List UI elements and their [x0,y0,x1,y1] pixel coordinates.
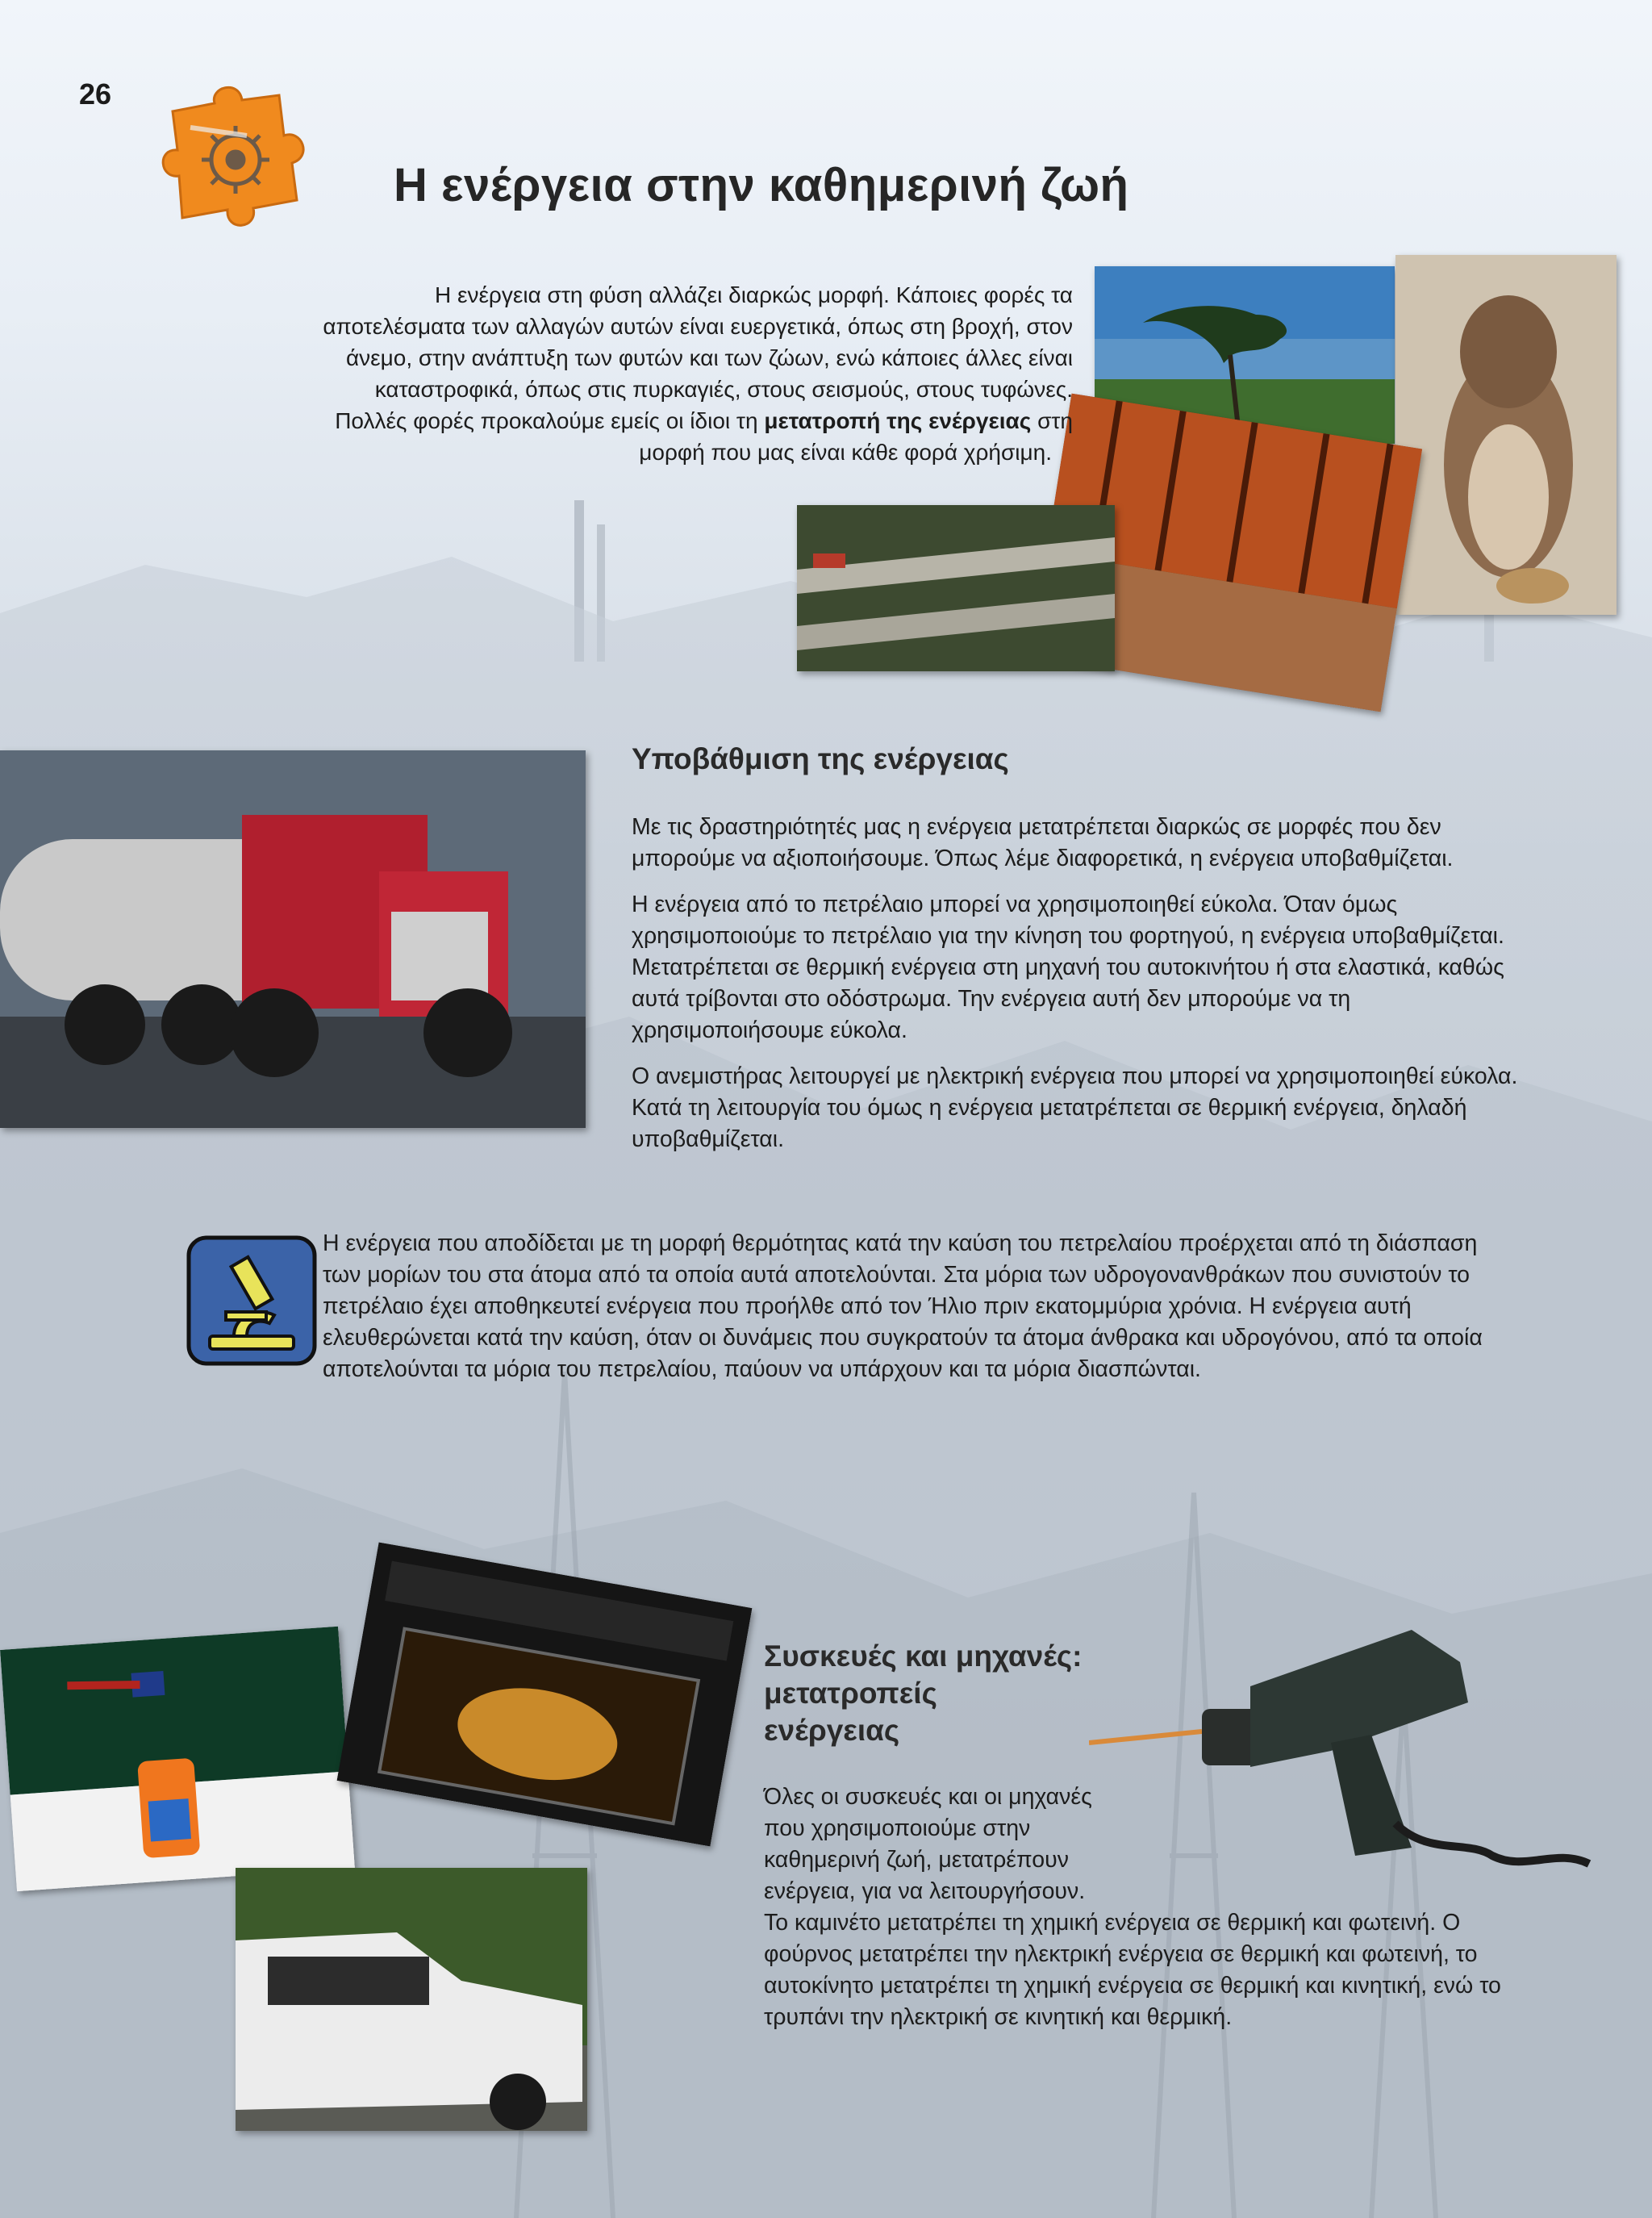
heading-line: Συσκευές και μηχανές: [764,1639,1083,1673]
intro-text: στη [1031,408,1073,433]
photo-tanker-truck [0,750,586,1128]
section-paragraph: Το καμινέτο μετατρέπει τη χημική ενέργεια σε θερμική και φωτεινή. Ο φούρνος μετατρέπει την ηλεκτρική ενέργεια σε θερμική και φωτεινή, το αυτοκίνητο μετατρέπει τη χημική ενέργεια σε θερμική και κινητική, ενώ το τρυπάνι την ηλεκτρική σε κινητική και θερμική. [764,1910,1501,2030]
section-energy-degradation [632,742,1527,1170]
intro-paragraph [161,279,1073,468]
section-paragraph: Η ενέργεια από το πετρέλαιο μπορεί να χρησιμοποιηθεί εύκολα. Όταν όμως χρησιμοποιούμε το πετρέλαιο για την κίνηση του φορτηγού, η ενέργεια υποβαθμίζεται. Μετατρέπεται σε θερμική ενέργεια στη μηχανή του αυτοκινήτου ή στα ελαστικά, καθώς αυτά τρίβονται στο οδόστρωμα. Την ενέργεια αυτή δεν μπορούμε να τη χρησιμοποιήσουμε εύκολα. [632,892,1504,1043]
intro-line: άνεμο, στην ανάπτυξη των φυτών και των ζώων, ενώ κάποιες άλλες είναι [345,345,1073,370]
page-title: Η ενέργεια στην καθημερινή ζωή [394,159,1129,211]
section-paragraph: Όλες οι συσκευές και οι μηχανές που χρησιμοποιούμε στην καθημερινή ζωή, μετατρέπουν ενέργεια, για να λειτουργήσουν. [764,1784,1092,1904]
heading-line: ενέργειας [764,1714,900,1747]
section-heading [764,1638,1522,1749]
note-paragraph: Η ενέργεια που αποδίδεται με τη μορφή θερμότητας κατά την καύση του πετρελαίου προέρχεται από τη διάσπαση των μορίων του στα άτομα από τα οποία αυτά αποτελούνται. Στα μόρια των υδρογονανθράκων που συνιστούν το πετρέλαιο έχει αποθηκευτεί ενέργεια που προήλθε από τον Ήλιο πριν εκατομμύρια χρόνια. Η ενέργεια αυτή ελευθερώνεται κατά την καύση, όταν οι δυνάμεις που συγκρατούν τα άτομα άνθρακα και υδρογόνου, από τα οποία αποτελούνται τα μόρια του πετρελαίου, παύουν να υπάρχουν και τα μόρια διασπώνται. [323,1230,1483,1382]
heading-line: μετατροπείς [764,1677,937,1710]
photo-collapsed-highway [797,505,1115,671]
intro-line: αποτελέσματα των αλλαγών αυτών είναι ευεργετικά, όπως στη βροχή, στον [323,314,1073,339]
microscope-icon [186,1234,318,1367]
photo-white-car [236,1868,587,2131]
intro-text: Πολλές φορές προκαλούμε εμείς οι ίδιοι τη [335,408,765,433]
intro-line: καταστροφικά, όπως στις πυρκαγιές, στους σεισμούς, στους τυφώνες. [374,377,1073,402]
intro-line [161,405,1073,436]
photo-squirrel [1395,255,1617,615]
section-paragraph: Ο ανεμιστήρας λειτουργεί με ηλεκτρική ενέργεια που μπορεί να χρησιμοποιηθεί εύκολα. Κατά τη λειτουργία του όμως η ενέργεια μετατρέπεται σε θερμική ενέργεια, δηλαδή υποβαθμίζεται. [632,1063,1518,1152]
page-number: 26 [79,77,112,111]
section-heading: Υποβάθμιση της ενέργειας [632,742,1009,775]
intro-line: Η ενέργεια στη φύση αλλάζει διαρκώς μορφή. Κάποιες φορές τα [434,282,1073,307]
photo-camping-stove [0,1627,355,1892]
intro-bold-term: μετατροπή της ενέργειας [764,408,1032,433]
puzzle-gear-icon [158,79,316,234]
intro-line: μορφή που μας είναι κάθε φορά χρήσιμη. [639,440,1052,465]
section-devices-converters [764,1638,1522,2048]
section-paragraph: Με τις δραστηριότητές μας η ενέργεια μετατρέπεται διαρκώς σε μορφές που δεν μπορούμε να αξιοποιήσουμε. Όπως λέμε διαφορετικά, η ενέργεια υποβαθμίζεται. [632,814,1454,871]
